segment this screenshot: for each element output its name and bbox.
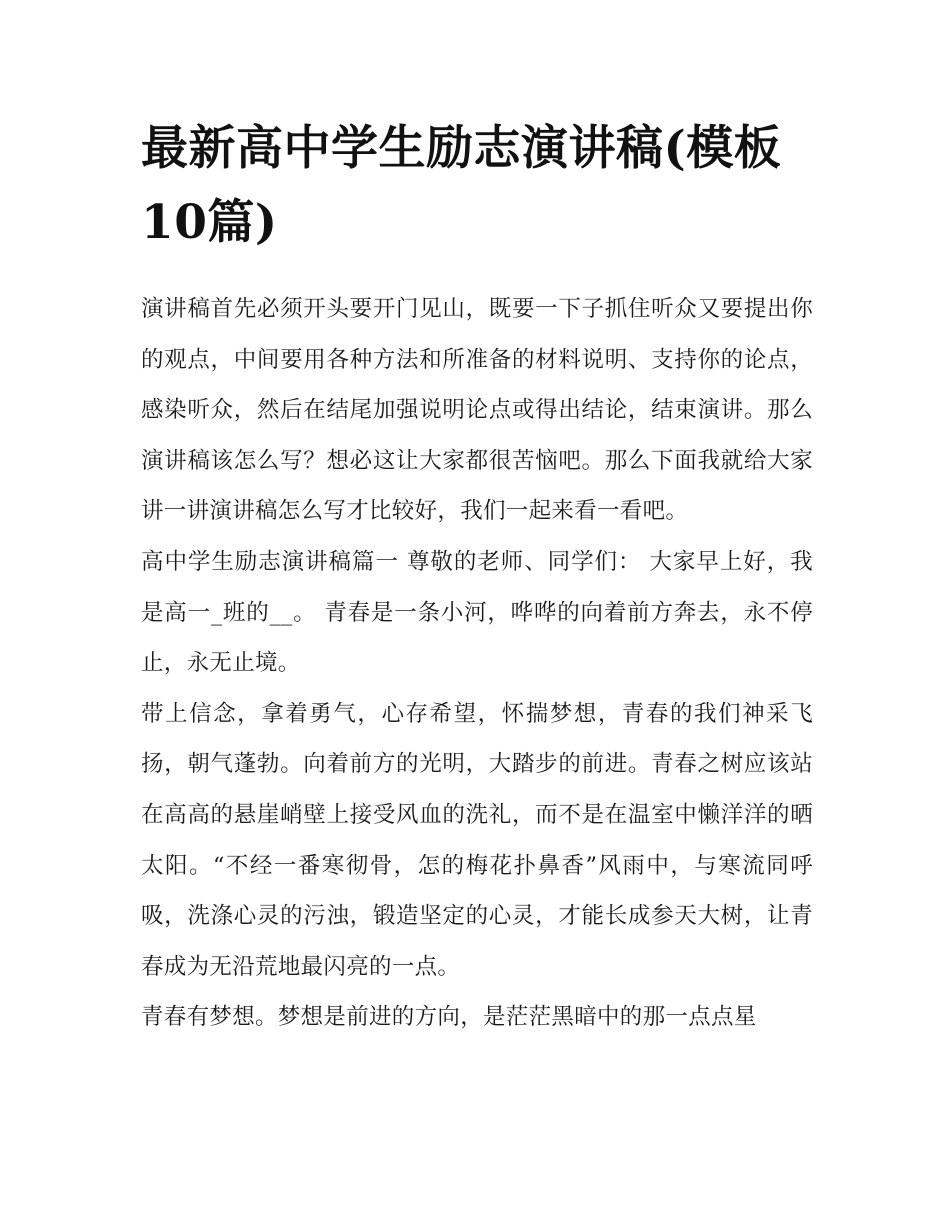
document-body [141, 112, 813, 1043]
paragraph-intro: 演讲稿首先必须开头要开门见山，既要一下子抓住听众又要提出你的观点，中间要用各种方法和所准备的材料说明、支持你的论点，感染听众，然后在结尾加强说明论点或得出结论，结束演讲。那么演讲稿该怎么写？想必这让大家都很苦恼吧。那么下面我就给大家讲一讲演讲稿怎么写才比较好，我们一起来看一看吧。 [141, 296, 813, 525]
document-title: 最新高中学生励志演讲稿(模板10篇) [141, 121, 782, 250]
paragraph-youth-dream: 青春有梦想。梦想是前进的方向，是茫茫黑暗中的那一点点星 [141, 1004, 757, 1031]
paragraph-youth-tree: 带上信念，拿着勇气，心存希望，怀揣梦想，青春的我们神采飞扬，朝气蓬勃。向着前方的光明，大踏步的前进。青春之树应该站在高高的悬崖峭壁上接受风血的洗礼，而不是在温室中懒洋洋的晒太阳。“不经一番寒彻骨，怎的梅花扑鼻香”风雨中，与寒流同呼吸，洗涤心灵的污浊，锻造坚定的心灵，才能长成参天大树，让青春成为无沿荒地最闪亮的一点。 [141, 700, 813, 980]
paragraph-speech-opening: 高中学生励志演讲稿篇一 尊敬的老师、同学们： 大家早上好，我是高一_班的__。 青春是一条小河，哗哗的向着前方奔去，永不停止，永无止境。 [141, 548, 813, 677]
